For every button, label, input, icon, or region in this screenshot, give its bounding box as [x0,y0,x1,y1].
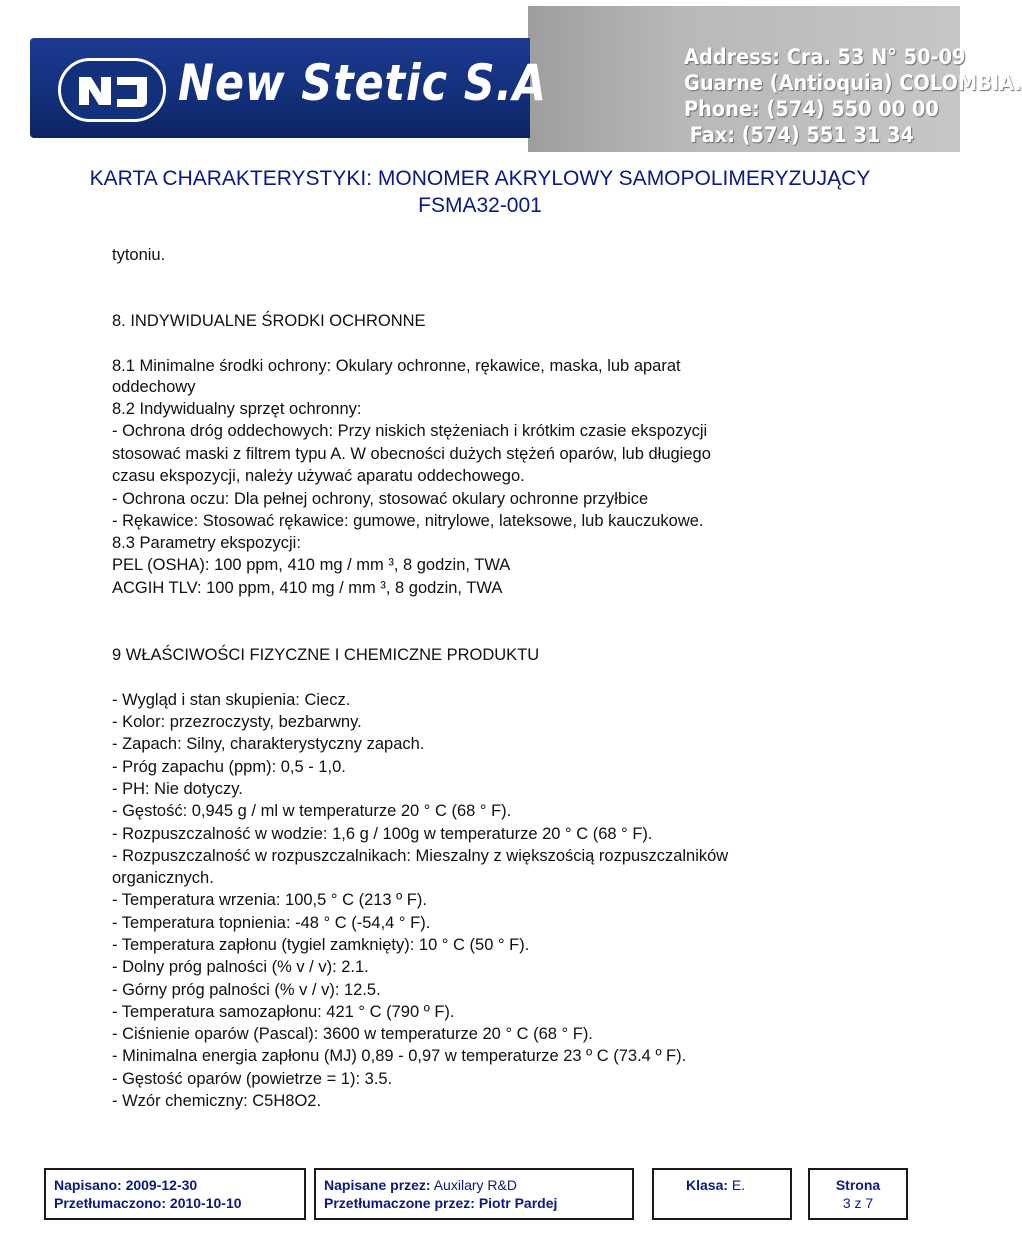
property-line: - Temperatura wrzenia: 100,5 ° C (213 º F). [112,891,427,909]
property-line: - Rozpuszczalność w wodzie: 1,6 g / 100g w temperaturze 20 ° C (68 ° F). [112,825,653,843]
company-address [664,44,1022,148]
property-line: - Zapach: Silny, charakterystyczny zapach. [112,735,425,753]
property-line: - Minimalna energia zapłonu (MJ) 0,89 - 0,97 w temperaturze 23 º C (73.4 º F). [112,1047,687,1065]
translated-by: Przetłumaczone przez: Piotr Pardej [324,1195,558,1211]
property-line: - Wzór chemiczny: C5H8O2. [112,1092,322,1110]
body-line: - Ochrona oczu: Dla pełnej ochrony, stosować okulary ochronne przyłbice [112,490,649,508]
address-line: Guarne (Antioquia) COLOMBIA. [684,71,1022,95]
property-line: - PH: Nie dotyczy. [112,780,243,798]
class-value: E. [731,1177,746,1193]
property-line: - Próg zapachu (ppm): 0,5 - 1,0. [112,758,346,776]
footer-page-box [808,1168,908,1220]
phone-line: Phone: (574) 550 00 00 [684,97,939,121]
class-label: Klasa: [686,1177,729,1193]
property-line: - Temperatura zapłonu (tygiel zamknięty): 10 ° C (50 ° F). [112,936,530,954]
property-line: - Gęstość oparów (powietrze = 1): 3.5. [112,1070,393,1088]
property-line: organicznych. [112,869,214,887]
page-footer [0,1168,960,1224]
property-line: - Kolor: przezroczysty, bezbarwny. [112,713,362,731]
page-label: Strona [835,1177,881,1193]
property-line: - Temperatura topnienia: -48 ° C (-54,4 ° F). [112,914,431,932]
property-line: - Ciśnienie oparów (Pascal): 3600 w temperaturze 20 ° C (68 ° F). [112,1025,593,1043]
company-logo-icon [58,58,166,122]
address-line: Address: Cra. 53 N° 50-09 [684,45,966,69]
section-heading: 9 WŁAŚCIWOŚCI FIZYCZNE I CHEMICZNE PRODUKTU [112,646,540,664]
property-line: - Dolny próg palności (% v / v): 2.1. [112,958,369,976]
document-title: KARTA CHARAKTERYSTYKI: MONOMER AKRYLOWY SAMOPOLIMERYZUJĄCY [89,167,871,190]
footer-dates-box [44,1168,306,1220]
body-line: 8.3 Parametry ekspozycji: [112,534,301,552]
section-heading: 8. INDYWIDUALNE ŚRODKI OCHRONNE [112,312,426,330]
property-line: - Rozpuszczalność w rozpuszczalnikach: Mieszalny z większością rozpuszczalników [112,847,729,865]
document-code: FSMA32-001 [418,194,542,217]
body-line: tytoniu. [112,246,166,264]
footer-class-box [652,1168,792,1220]
written-by-value: Auxilary R&D [433,1177,517,1193]
page-number: 3 z 7 [842,1195,874,1211]
footer-authors-box [314,1168,634,1220]
written-date: Napisano: 2009-12-30 [54,1177,198,1193]
property-line: - Gęstość: 0,945 g / ml w temperaturze 20 ° C (68 ° F). [112,802,512,820]
body-line: stosować maski z filtrem typu A. W obecności dużych stężeń oparów, lub długiego [112,445,711,463]
company-name: New Stetic S.A [178,54,547,112]
body-line: PEL (OSHA): 100 ppm, 410 mg / mm ³, 8 godzin, TWA [112,556,511,574]
body-line: - Rękawice: Stosować rękawice: gumowe, nitrylowe, lateksowe, lub kauczukowe. [112,512,704,530]
body-line: - Ochrona dróg oddechowych: Przy niskich stężeniach i krótkim czasie ekspozycji [112,422,708,440]
property-line: - Wygląd i stan skupienia: Ciecz. [112,691,351,709]
written-by [324,1176,632,1194]
body-line: 8.1 Minimalne środki ochrony: Okulary ochronne, rękawice, maska, lub aparat [112,357,681,375]
written-by-label: Napisane przez: [324,1177,431,1193]
body-line: oddechowy [112,378,196,396]
translated-date: Przetłumaczono: 2010-10-10 [54,1195,242,1211]
body-line: czasu ekspozycji, należy używać aparatu oddechowego. [112,467,525,485]
body-line: 8.2 Indywidualny sprzęt ochronny: [112,400,362,418]
property-line: - Temperatura samozapłonu: 421 ° C (790 º F). [112,1003,455,1021]
body-line: ACGIH TLV: 100 ppm, 410 mg / mm ³, 8 godzin, TWA [112,579,503,597]
header-banner [0,0,1022,152]
fax-line: Fax: (574) 551 31 34 [689,123,914,147]
property-line: - Górny próg palności (% v / v): 12.5. [112,981,381,999]
